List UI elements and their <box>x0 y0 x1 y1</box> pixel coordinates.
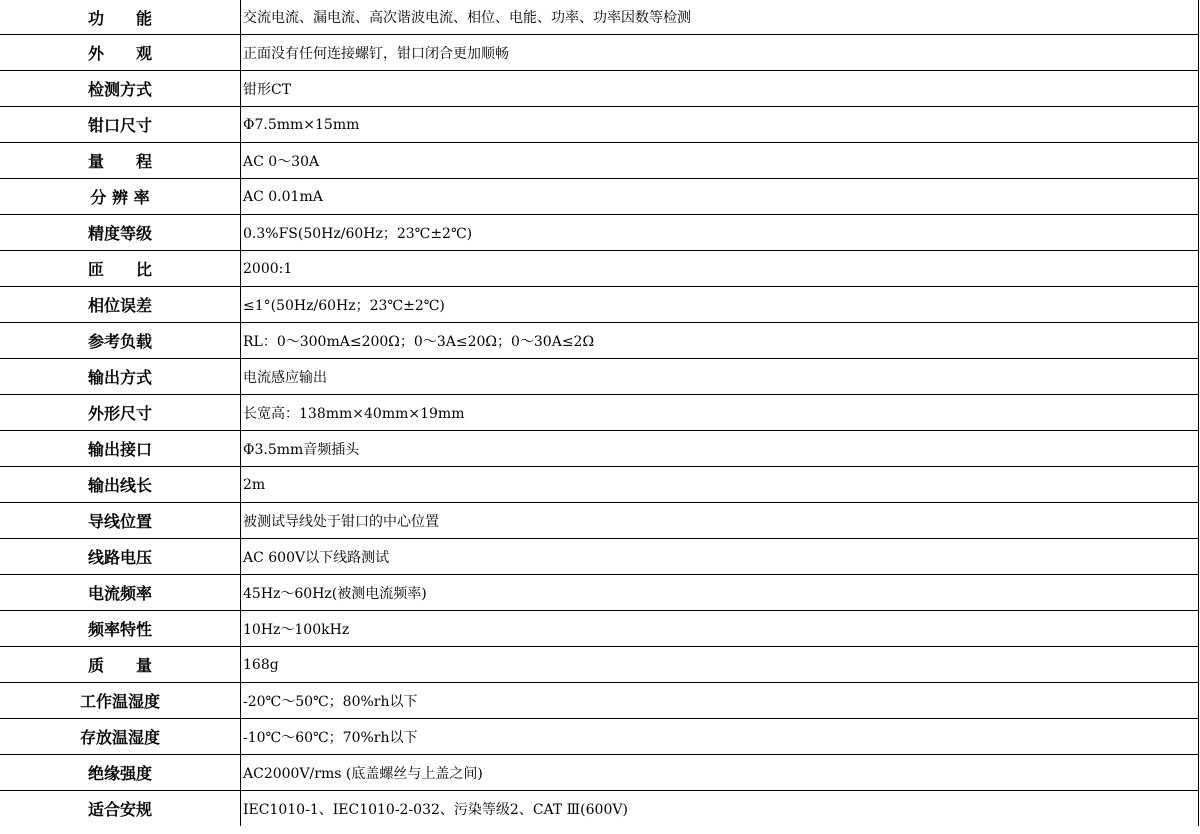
spec-value: AC 600V以下线路测试 <box>241 539 1199 575</box>
spec-label: 精度等级 <box>0 215 241 251</box>
spec-label: 匝 比 <box>0 251 241 287</box>
spec-value: 正面没有任何连接螺钉，钳口闭合更加顺畅 <box>241 35 1199 71</box>
spec-value: 电流感应输出 <box>241 359 1199 395</box>
spec-value: 0.3%FS(50Hz/60Hz；23℃±2℃) <box>241 215 1199 251</box>
spec-value: 2m <box>241 467 1199 503</box>
spec-row <box>0 755 1199 791</box>
spec-value: Φ7.5mm×15mm <box>241 107 1199 143</box>
spec-row <box>0 35 1199 71</box>
spec-row <box>0 539 1199 575</box>
spec-label: 适合安规 <box>0 791 241 827</box>
spec-value: -10℃～60℃；70%rh以下 <box>241 719 1199 755</box>
spec-label: 工作温湿度 <box>0 683 241 719</box>
spec-row <box>0 467 1199 503</box>
spec-label: 功 能 <box>0 0 241 35</box>
spec-label: 输出线长 <box>0 467 241 503</box>
spec-row <box>0 791 1199 827</box>
spec-value: 长宽高：138mm×40mm×19mm <box>241 395 1199 431</box>
spec-value: RL：0～300mA≤200Ω；0～3A≤20Ω；0～30A≤2Ω <box>241 323 1199 359</box>
spec-value: 2000:1 <box>241 251 1199 287</box>
spec-row <box>0 143 1199 179</box>
spec-value: 被测试导线处于钳口的中心位置 <box>241 503 1199 539</box>
spec-value: 45Hz～60Hz(被测电流频率) <box>241 575 1199 611</box>
spec-value: 交流电流、漏电流、高次谐波电流、相位、电能、功率、功率因数等检测 <box>241 0 1199 35</box>
spec-label: 存放温湿度 <box>0 719 241 755</box>
spec-row <box>0 71 1199 107</box>
spec-row <box>0 0 1199 35</box>
spec-label: 相位误差 <box>0 287 241 323</box>
spec-row <box>0 611 1199 647</box>
spec-row <box>0 107 1199 143</box>
spec-value: AC2000V/rms (底盖螺丝与上盖之间) <box>241 755 1199 791</box>
spec-value: 10Hz～100kHz <box>241 611 1199 647</box>
spec-row <box>0 179 1199 215</box>
spec-row <box>0 359 1199 395</box>
spec-row <box>0 287 1199 323</box>
spec-row <box>0 215 1199 251</box>
spec-label: 量 程 <box>0 143 241 179</box>
spec-row <box>0 575 1199 611</box>
spec-value: Φ3.5mm音频插头 <box>241 431 1199 467</box>
spec-row <box>0 431 1199 467</box>
spec-label: 外形尺寸 <box>0 395 241 431</box>
spec-label: 绝缘强度 <box>0 755 241 791</box>
spec-label: 钳口尺寸 <box>0 107 241 143</box>
spec-label: 输出接口 <box>0 431 241 467</box>
spec-row <box>0 503 1199 539</box>
spec-label: 分 辨 率 <box>0 179 241 215</box>
spec-label: 质 量 <box>0 647 241 683</box>
spec-value: IEC1010-1、IEC1010-2-032、污染等级2、CAT Ⅲ(600V) <box>241 791 1199 827</box>
spec-value: ≤1°(50Hz/60Hz；23℃±2℃) <box>241 287 1199 323</box>
spec-row <box>0 251 1199 287</box>
spec-value: 钳形CT <box>241 71 1199 107</box>
spec-label: 线路电压 <box>0 539 241 575</box>
spec-row <box>0 683 1199 719</box>
spec-label: 参考负载 <box>0 323 241 359</box>
spec-value: -20℃～50℃；80%rh以下 <box>241 683 1199 719</box>
spec-value: AC 0.01mA <box>241 179 1199 215</box>
spec-label: 输出方式 <box>0 359 241 395</box>
spec-row <box>0 395 1199 431</box>
spec-label: 检测方式 <box>0 71 241 107</box>
spec-row <box>0 323 1199 359</box>
spec-row <box>0 719 1199 755</box>
spec-label: 导线位置 <box>0 503 241 539</box>
spec-label: 电流频率 <box>0 575 241 611</box>
spec-value: AC 0～30A <box>241 143 1199 179</box>
spec-value: 168g <box>241 647 1199 683</box>
spec-row <box>0 647 1199 683</box>
spec-label: 外 观 <box>0 35 241 71</box>
spec-label: 频率特性 <box>0 611 241 647</box>
